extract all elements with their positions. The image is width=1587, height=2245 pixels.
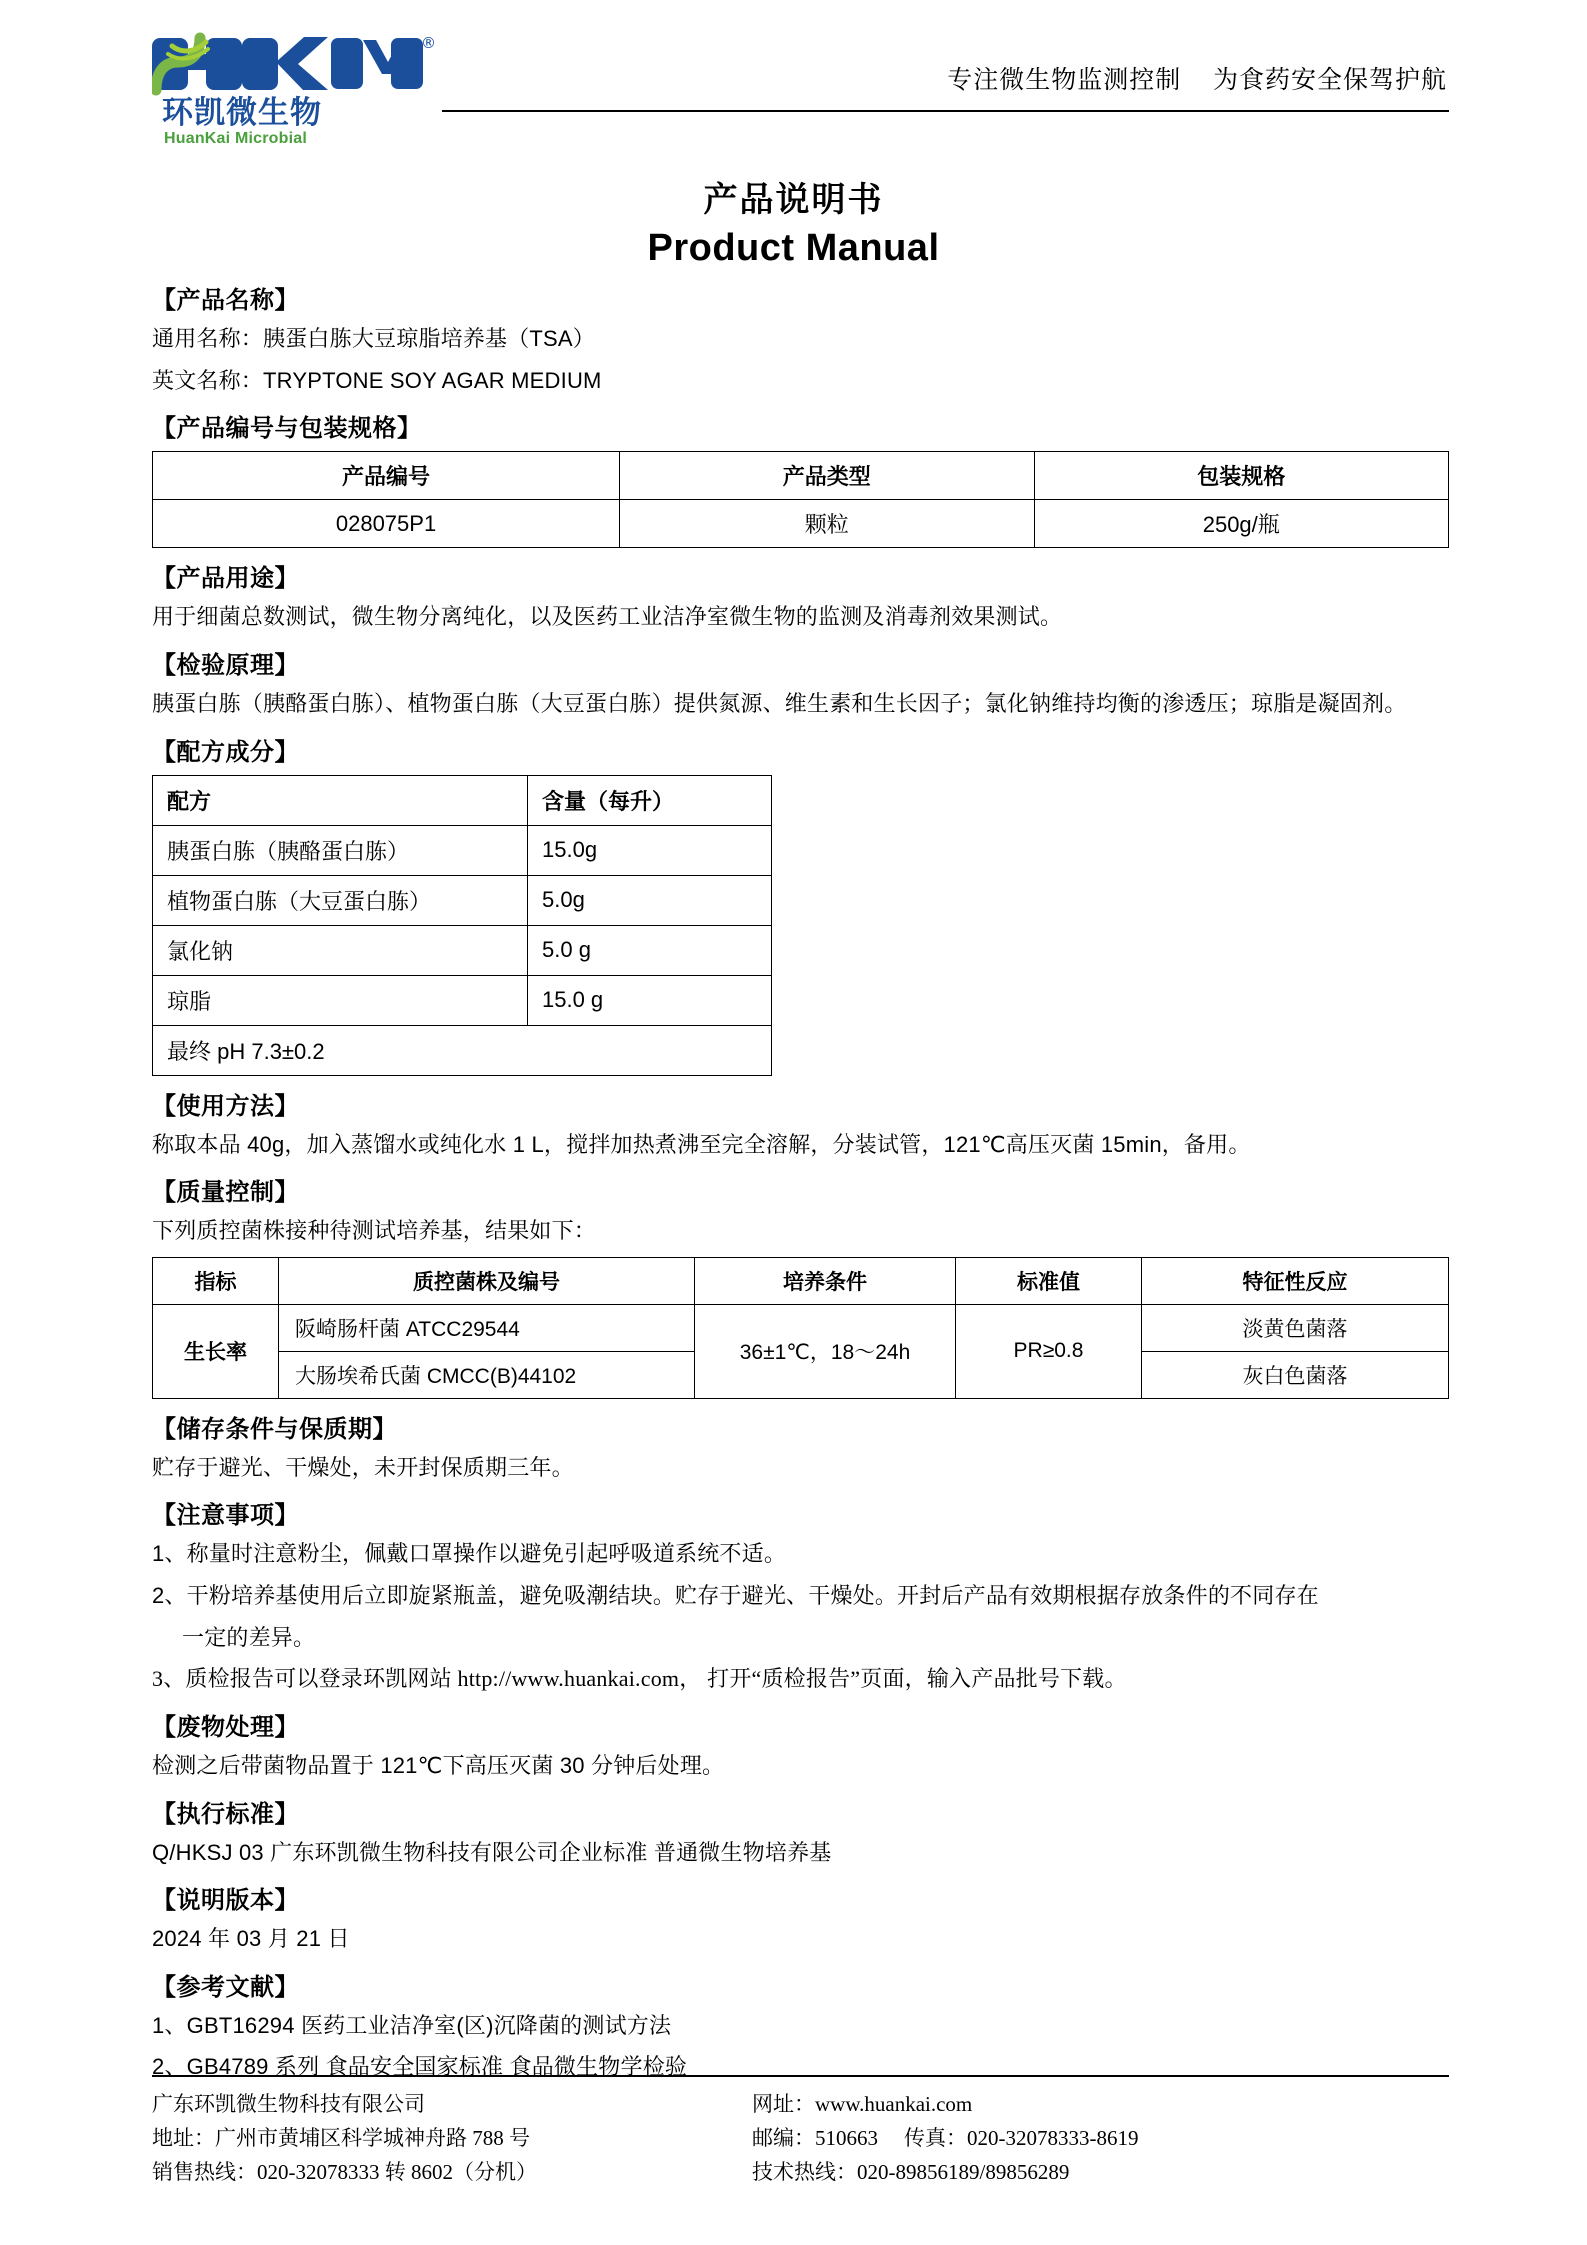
usage-text: 用于细菌总数测试，微生物分离纯化，以及医药工业洁净室微生物的监测及消毒剂效果测试。 (152, 604, 1063, 630)
table-row (153, 1304, 1449, 1351)
page-header (0, 0, 1587, 148)
spec-col-code: 产品编号 (153, 452, 620, 500)
company-logo (152, 26, 442, 147)
spec-col-type: 产品类型 (620, 452, 1034, 500)
section-heading-principle: 【检验原理】 (152, 651, 299, 679)
document-body (0, 280, 1587, 2085)
spec-cell-package: 250g/瓶 (1034, 500, 1448, 548)
footer-tech-hotline: 技术热线：020-89856189/89856289 (752, 2159, 1070, 2184)
footer-divider (152, 2075, 1449, 2077)
hkm-logo-icon (152, 32, 442, 96)
qc-cell-standard: PR≥0.8 (956, 1304, 1142, 1398)
qc-col-condition: 培养条件 (695, 1257, 956, 1304)
note-item: 2、干粉培养基使用后立即旋紧瓶盖，避免吸潮结块。贮存于避光、干燥处。开封后产品有效期根据存放条件的不同存在 (152, 1583, 1319, 1608)
company-tagline: 专注微生物监测控制 为食药安全保驾护航 (947, 66, 1447, 94)
table-header-row (153, 1257, 1449, 1304)
qc-cell-strain: 阪崎肠杆菌 ATCC29544 (279, 1304, 695, 1351)
section-heading-method: 【使用方法】 (152, 1092, 299, 1120)
section-heading-standard: 【执行标准】 (152, 1800, 299, 1828)
qc-col-reaction: 特征性反应 (1142, 1257, 1449, 1304)
footer-website: 网址：www.huankai.com (752, 2091, 973, 2116)
qc-cell-reaction: 灰白色菌落 (1142, 1351, 1449, 1398)
footer-left-column (152, 2087, 752, 2189)
formula-cell-amount: 15.0g (528, 825, 772, 875)
section-heading-product-name: 【产品名称】 (152, 287, 299, 314)
section-heading-usage: 【产品用途】 (152, 565, 299, 593)
footer-company: 广东环凯微生物科技有限公司 (152, 2091, 425, 2116)
qc-cell-metric: 生长率 (153, 1304, 279, 1398)
footer-postcode: 邮编：510663 (752, 2125, 878, 2150)
generic-name-value: 胰蛋白胨大豆琼脂培养基（TSA） (263, 326, 596, 351)
note-item: 1、称量时注意粉尘，佩戴口罩操作以避免引起呼吸道系统不适。 (152, 1541, 787, 1567)
standard-text: Q/HKSJ 03 广东环凯微生物科技有限公司企业标准 普通微生物培养基 (152, 1839, 832, 1865)
qc-col-metric: 指标 (153, 1257, 279, 1304)
table-row (153, 825, 772, 875)
page-title-cn: 产品说明书 (703, 181, 884, 219)
quality-control-table (152, 1257, 1449, 1399)
table-row (153, 975, 772, 1025)
spec-col-package: 包装规格 (1034, 452, 1448, 500)
table-header-row (153, 452, 1449, 500)
formula-cell-name: 胰蛋白胨（胰酪蛋白胨） (153, 825, 528, 875)
table-row (153, 875, 772, 925)
registered-trademark-icon: ® (421, 34, 436, 52)
section-heading-quality-control: 【质量控制】 (152, 1179, 299, 1207)
table-row-ph (153, 1025, 772, 1075)
section-heading-version: 【说明版本】 (152, 1887, 299, 1915)
footer-sales-hotline: 销售热线：020-32078333 转 8602（分机） (152, 2159, 537, 2184)
formula-cell-name: 植物蛋白胨（大豆蛋白胨） (153, 875, 528, 925)
qc-cell-condition: 36±1℃，18～24h (695, 1304, 956, 1398)
formula-cell-amount: 5.0g (528, 875, 772, 925)
spec-cell-code: 028075P1 (153, 500, 620, 548)
section-heading-formula: 【配方成分】 (152, 738, 299, 766)
page-footer (152, 2075, 1449, 2189)
formula-cell-name: 琼脂 (153, 975, 528, 1025)
reference-item: 2、GB4789 系列 食品安全国家标准 食品微生物学检验 (152, 2054, 688, 2080)
section-heading-notes: 【注意事项】 (152, 1502, 299, 1530)
footer-address: 地址：广州市黄埔区科学城神舟路 788 号 (152, 2125, 530, 2150)
version-text: 2024 年 03 月 21 日 (152, 1926, 350, 1952)
table-row (153, 925, 772, 975)
footer-columns (152, 2087, 1449, 2189)
generic-name-label: 通用名称： (152, 326, 264, 351)
section-heading-storage: 【储存条件与保质期】 (152, 1415, 397, 1443)
note-item: 3、质检报告可以登录环凯网站 http://www.huankai.com， 打开“质检报告”页面，输入产品批号下载。 (152, 1666, 1127, 1692)
formula-col-name: 配方 (153, 775, 528, 825)
table-header-row (153, 775, 772, 825)
qc-cell-strain: 大肠埃希氏菌 CMCC(B)44102 (279, 1351, 695, 1398)
section-heading-spec: 【产品编号与包装规格】 (152, 415, 422, 443)
formula-cell-amount: 5.0 g (528, 925, 772, 975)
footer-right-column (752, 2087, 1449, 2189)
spec-table (152, 451, 1449, 548)
formula-col-amount: 含量（每升） (528, 775, 772, 825)
english-name-value: TRYPTONE SOY AGAR MEDIUM (263, 367, 602, 393)
formula-table (152, 775, 772, 1076)
qc-col-strain: 质控菌株及编号 (279, 1257, 695, 1304)
logo-name-cn: 环凯微生物 (162, 95, 322, 130)
section-heading-references: 【参考文献】 (152, 1973, 299, 2001)
formula-cell-ph: 最终 pH 7.3±0.2 (153, 1025, 772, 1075)
section-heading-waste: 【废物处理】 (152, 1713, 299, 1741)
formula-cell-amount: 15.0 g (528, 975, 772, 1025)
english-name-row (152, 363, 1449, 399)
logo-name-en: HuanKai Microbial (164, 129, 307, 147)
note-item-continuation: 一定的差异。 (182, 1624, 316, 1650)
reference-item: 1、GBT16294 医药工业洁净室(区)沉降菌的测试方法 (152, 2012, 672, 2038)
page-title-en: Product Manual (647, 227, 940, 269)
english-name-label: 英文名称： (152, 367, 264, 393)
method-text: 称取本品 40g，加入蒸馏水或纯化水 1 L，搅拌加热煮沸至完全溶解，分装试管，121℃高压灭菌 15min，备用。 (152, 1131, 1251, 1157)
spec-cell-type: 颗粒 (620, 500, 1034, 548)
hkm-wordmark-icon (152, 32, 424, 96)
footer-postcode-fax (752, 2121, 1449, 2155)
generic-name-row (152, 321, 1449, 357)
table-row (153, 500, 1449, 548)
waste-text: 检测之后带菌物品置于 121℃下高压灭菌 30 分钟后处理。 (152, 1752, 725, 1778)
quality-control-intro: 下列质控菌株接种待测试培养基，结果如下： (152, 1218, 597, 1244)
footer-fax: 传真：020-32078333-8619 (904, 2125, 1139, 2150)
principle-text: 胰蛋白胨（胰酪蛋白胨）、植物蛋白胨（大豆蛋白胨）提供氮源、维生素和生长因子；氯化钠维持均衡的渗透压；琼脂是凝固剂。 (152, 690, 1407, 716)
qc-cell-reaction: 淡黄色菌落 (1142, 1304, 1449, 1351)
formula-cell-name: 氯化钠 (153, 925, 528, 975)
header-divider (442, 110, 1449, 112)
header-right (442, 26, 1449, 112)
qc-col-standard: 标准值 (956, 1257, 1142, 1304)
storage-text: 贮存于避光、干燥处，未开封保质期三年。 (152, 1454, 574, 1480)
